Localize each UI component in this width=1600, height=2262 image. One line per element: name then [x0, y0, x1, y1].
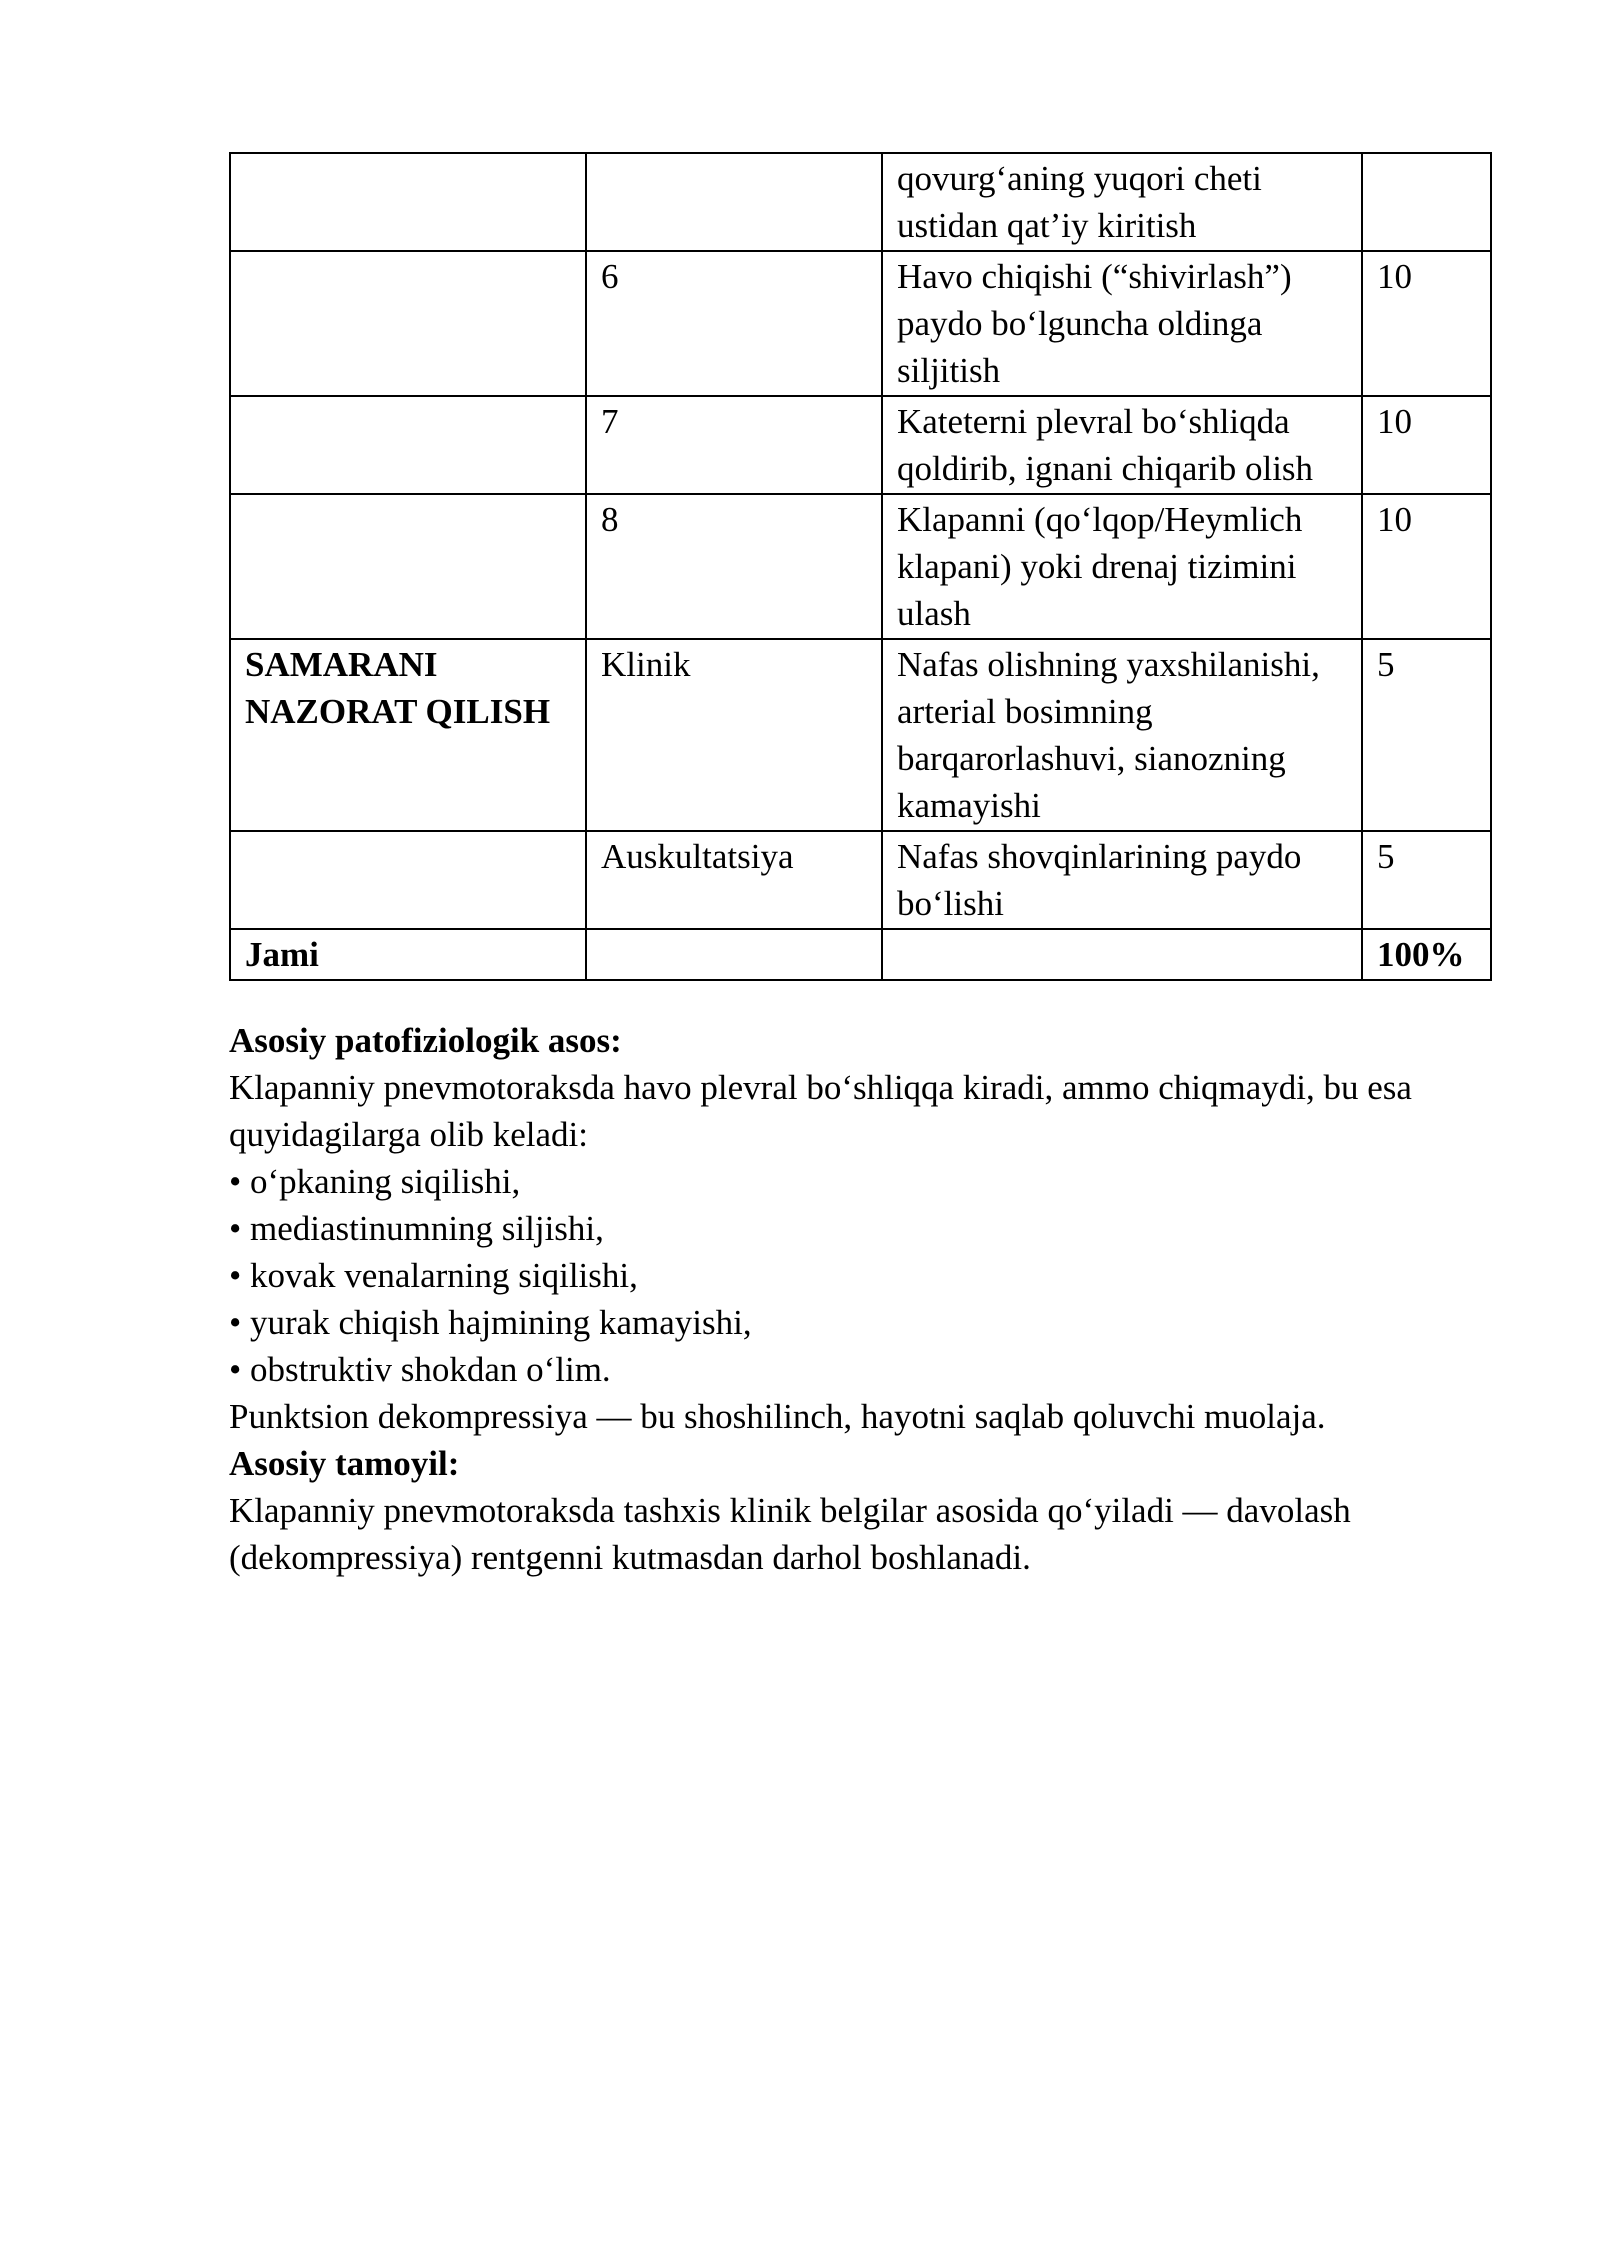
action-cell: Klapanni (qo‘lqop/Heymlich klapani) yoki drenaj tizimini ulash [882, 494, 1362, 639]
bullet-item: • obstruktiv shokdan o‘lim. [229, 1350, 611, 1389]
total-score-cell: 100% [1362, 929, 1491, 980]
table-row [230, 396, 1491, 494]
total-label-cell: Jami [230, 929, 586, 980]
table-total-row [230, 929, 1491, 980]
section-cell [230, 494, 586, 639]
section-cell [230, 251, 586, 396]
step-cell: Auskultatsiya [586, 831, 882, 929]
bullet-item: • kovak venalarning siqilishi, [229, 1256, 638, 1295]
score-cell [1362, 153, 1491, 251]
action-cell: qovurg‘aning yuqori cheti ustidan qat’iy kiritish [882, 153, 1362, 251]
score-cell: 5 [1362, 831, 1491, 929]
document-page [229, 152, 1489, 1581]
table-row [230, 153, 1491, 251]
score-cell: 10 [1362, 494, 1491, 639]
action-cell [882, 929, 1362, 980]
principle-text: Klapanniy pnevmotoraksda tashxis klinik belgilar asosida qo‘yiladi — davolash (dekompressiya) rentgenni kutmasdan darhol boshlanadi. [229, 1491, 1351, 1577]
action-cell: Kateterni plevral bo‘shliqda qoldirib, ignani chiqarib olish [882, 396, 1362, 494]
step-cell: 6 [586, 251, 882, 396]
bullet-item: • o‘pkaning siqilishi, [229, 1162, 521, 1201]
step-cell: 8 [586, 494, 882, 639]
bullet-item: • yurak chiqish hajmining kamayishi, [229, 1303, 752, 1342]
score-cell: 10 [1362, 251, 1491, 396]
step-cell: 7 [586, 396, 882, 494]
pathophysiology-conclusion: Punktsion dekompressiya — bu shoshilinch, hayotni saqlab qoluvchi muolaja. [229, 1397, 1326, 1436]
section-cell [230, 396, 586, 494]
table-row [230, 639, 1491, 831]
section-cell [230, 153, 586, 251]
table-row [230, 251, 1491, 396]
section-cell: SAMARANI NAZORAT QILISH [230, 639, 586, 831]
step-cell: Klinik [586, 639, 882, 831]
pathophysiology-intro: Klapanniy pnevmotoraksda havo plevral bo‘shliqqa kiradi, ammo chiqmaydi, bu esa quyidagilarga olib keladi: [229, 1068, 1412, 1154]
score-cell: 10 [1362, 396, 1491, 494]
score-cell: 5 [1362, 639, 1491, 831]
step-cell [586, 929, 882, 980]
procedure-checklist-table [229, 152, 1492, 981]
step-cell [586, 153, 882, 251]
section-cell [230, 831, 586, 929]
principle-heading: Asosiy tamoyil: [229, 1444, 460, 1483]
action-cell: Nafas olishning yaxshilanishi, arterial bosimning barqarorlashuvi, sianozning kamayishi [882, 639, 1362, 831]
explanatory-text [229, 1017, 1490, 1581]
action-cell: Havo chiqishi (“shivirlash”) paydo bo‘lguncha oldinga siljitish [882, 251, 1362, 396]
pathophysiology-heading: Asosiy patofiziologik asos: [229, 1021, 622, 1060]
table-row [230, 494, 1491, 639]
action-cell: Nafas shovqinlarining paydo bo‘lishi [882, 831, 1362, 929]
bullet-item: • mediastinumning siljishi, [229, 1209, 604, 1248]
table-row [230, 831, 1491, 929]
